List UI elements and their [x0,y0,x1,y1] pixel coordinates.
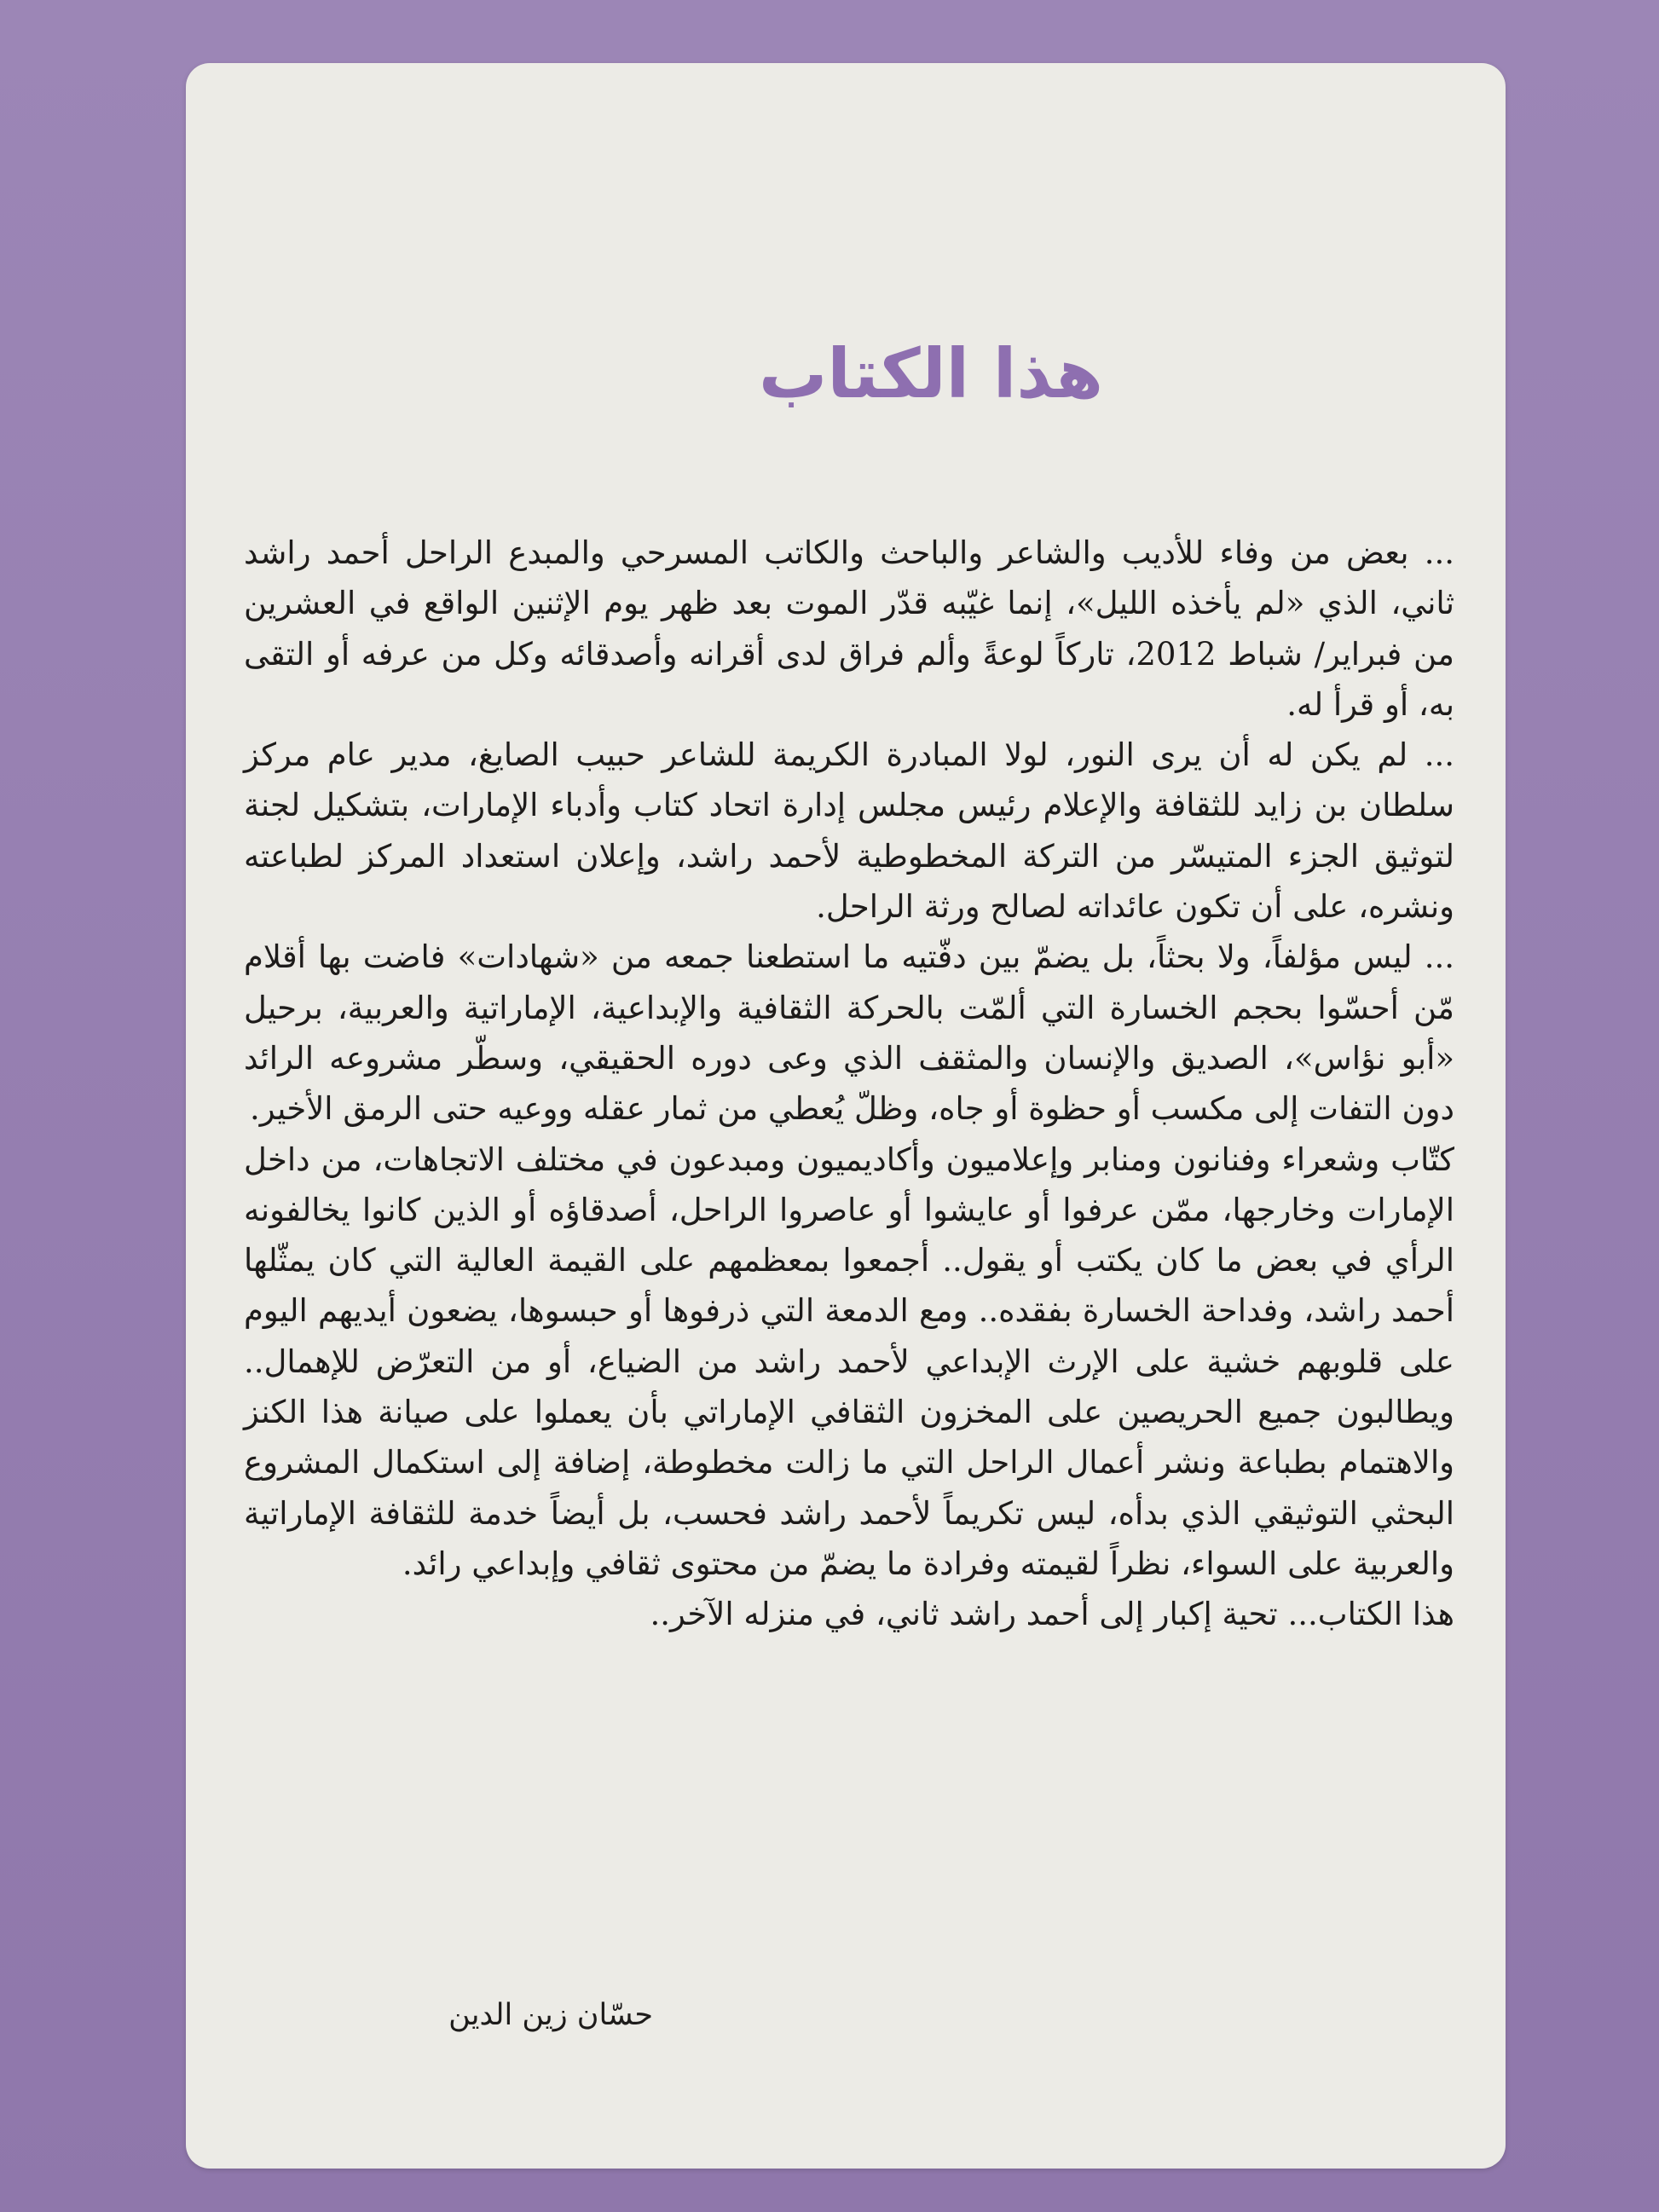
paragraph-intro: ... بعض من وفاء للأديب والشاعر والباحث والكاتب المسرحي والمبدع الراحل أحمد راشد ثاني، الذي «لم يأخذه الليل»، إنما غيّبه قدّر الموت بعد ظهر يوم الإثنين الواقع في العشرين من فبراير/ شباط 2012، تاركاً لوعةً وألم فراق لدى أقرانه وأصدقائه وكل من عرفه أو التقى به، أو قرأ له. [244,534,1454,723]
paragraph-contents: ... ليس مؤلفاً، ولا بحثاً، بل يضمّ بين دفّتيه ما استطعنا جمعه من «شهادات» فاضت بها أقلام مّن أحسّوا بحجم الخسارة التي ألمّت بالحركة الثقافية والإبداعية، الإماراتية والعربية، برحيل «أبو نؤاس»، الصديق والإنسان والمثقف الذي وعى دوره الحقيقي، وسطّر مشروعه الرائد دون التفات إلى مكسب أو حظوة أو جاه، وظلّ يُعطي من ثمار عقله ووعيه حتى الرمق الأخير. [244,939,1454,1128]
paragraph-contributors: كتّاب وشعراء وفنانون ومنابر وإعلاميون وأكاديميون ومبدعون في مختلف الاتجاهات، من داخل الإمارات وخارجها، ممّن عرفوا أو عايشوا أو عاصروا الراحل، أصدقاؤه أو الذين كانوا يخالفونه الرأي في بعض ما كان يكتب أو يقول.. أجمعوا بمعظمهم على القيمة العالية التي كان يمثّلها أحمد راشد، وفداحة الخسارة بفقده.. ومع الدمعة التي ذرفوها أو حبسوها، يضعون أيديهم اليوم على قلوبهم خشية على الإرث الإبداعي لأحمد راشد من الضياع، أو من التعرّض للإهمال.. ويطالبون جميع الحريصين على المخزون الثقافي الإماراتي بأن يعملوا على صيانة هذا الكنز والاهتمام بطباعة ونشر أعمال الراحل التي ما زالت مخطوطة، إضافة إلى استكمال المشروع البحثي التوثيقي الذي بدأه، ليس تكريماً لأحمد راشد فحسب، بل أيضاً خدمة للثقافة الإماراتية والعربية على السواء، نظراً لقيمته وفرادة ما يضمّ من محتوى ثقافي وإبداعي رائد. [244,1141,1454,1582]
page-title: هذا الكتاب [758,334,1104,413]
body-text [244,528,1454,1640]
paragraph-dedication: هذا الكتاب... تحية إكبار إلى أحمد راشد ثاني، في منزله الآخر.. [650,1596,1454,1633]
author-signature: حسّان زين الدين [448,1998,653,2032]
paragraph-initiative: ... لم يكن له أن يرى النور، لولا المبادرة الكريمة للشاعر حبيب الصايغ، مدير عام مركز سلطان بن زايد للثقافة والإعلام رئيس مجلس إدارة اتحاد كتاب وأدباء الإمارات، بتشكيل لجنة لتوثيق الجزء المتيسّر من التركة المخطوطية لأحمد راشد، وإعلان استعداد المركز لطباعته ونشره، على أن تكون عائداته لصالح ورثة الراحل. [244,736,1454,926]
book-back-cover [186,63,1506,2169]
